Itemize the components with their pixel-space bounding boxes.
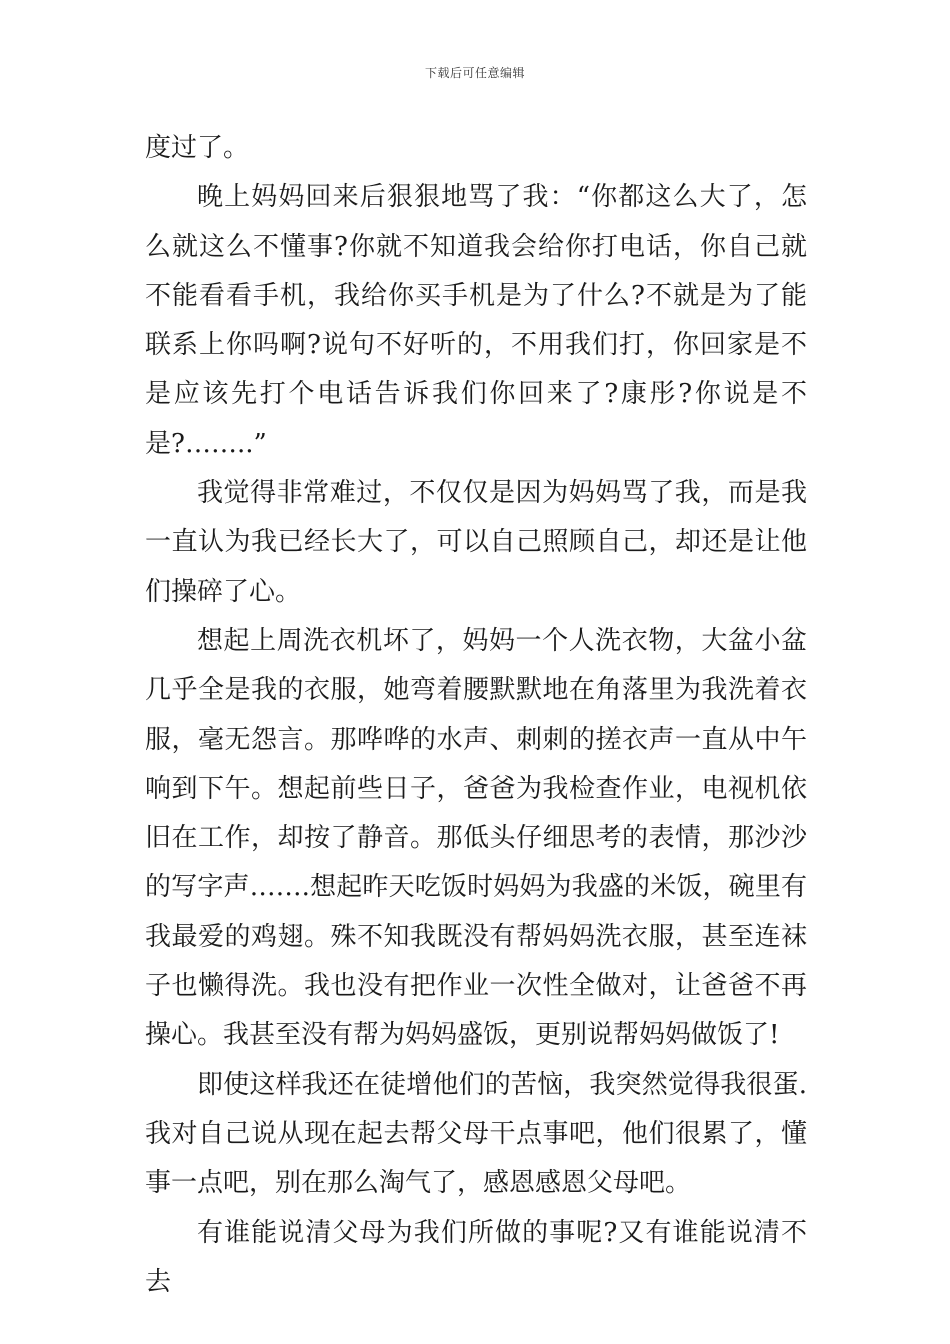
paragraph-1: 度过了。 [145,133,250,163]
paragraph-6: 有谁能说清父母为我们所做的事呢?又有谁能说清不去 [145,1217,807,1297]
page-header: 下载后可任意编辑 [424,66,525,80]
body-text [145,124,807,1307]
paragraph-3: 我觉得非常难过，不仅仅是因为妈妈骂了我，而是我一直认为我已经长大了，可以自己照顾自己，却还是让他们操碎了心。 [145,478,807,607]
paragraph-4: 想起上周洗衣机坏了，妈妈一个人洗衣物，大盆小盆几乎全是我的衣服，她弯着腰默默地在角落里为我洗着衣服，毫无怨言。那哗哗的水声、刺刺的搓衣声一直从中午响到下午。想起前些日子，爸爸为我检查作业，电视机依旧在工作，却按了静音。那低头仔细思考的表情，那沙沙的写字声…….想起昨天吃饭时妈妈为我盛的米饭，碗里有我最爱的鸡翅。殊不知我既没有帮妈妈洗衣服，甚至连袜子也懒得洗。我也没有把作业一次性全做对，让爸爸不再操心。我甚至没有帮为妈妈盛饭，更别说帮妈妈做饭了! [145,625,807,1051]
paragraph-2: 晚上妈妈回来后狠狠地骂了我：“你都这么大了，怎么就这么不懂事?你就不知道我会给你打电话，你自己就不能看看手机，我给你买手机是为了什么?不就是为了能联系上你吗啊?说句不好听的，不用我们打，你回家是不是应该先打个电话告诉我们你回来了?康彤?你说是不是?……..” [145,182,807,459]
paragraph-5: 即使这样我还在徒增他们的苦恼，我突然觉得我很蛋.我对自己说从现在起去帮父母干点事吧，他们很累了，懂事一点吧，别在那么淘气了，感恩感恩父母吧。 [145,1069,807,1199]
